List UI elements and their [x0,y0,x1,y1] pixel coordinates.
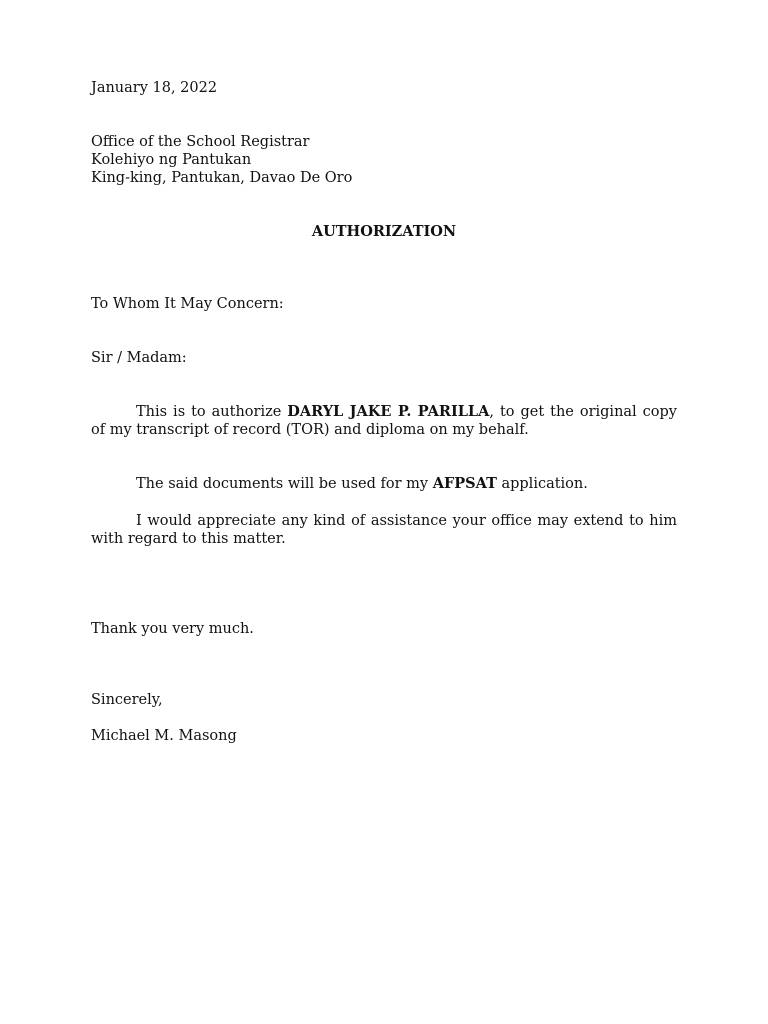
thanks-line: Thank you very much. [91,621,254,637]
recipient-address [91,133,677,187]
paragraph2-before: The said documents will be used for my [136,476,433,492]
paragraph1-before: This is to authorize [136,404,288,420]
greeting: Sir / Madam: [91,350,187,366]
authorized-person-name: DARYL JAKE P. PARILLA [287,403,490,420]
letter-title-text: AUTHORIZATION [311,223,457,240]
closing: Sincerely, [91,692,163,708]
paragraph2-after: application. [496,476,588,492]
signatory-name: Michael M. Masong [91,728,237,744]
paragraph-appreciation: I would appreciate any kind of assistance your office may extend to him with regard to this matter. [91,513,677,547]
recipient-location: King-king, Pantukan, Davao De Oro [91,170,353,186]
exam-name: AFPSAT [432,475,497,492]
recipient-office: Office of the School Registrar [91,134,310,150]
letter-date: January 18, 2022 [91,80,218,96]
paragraph-authorization [91,403,677,439]
letter-title [91,223,677,241]
salutation: To Whom It May Concern: [91,296,284,312]
paragraph1-after: , to get the original copy of my transcript of record (TOR) and diploma on my behalf. [91,404,677,438]
paragraph-purpose [91,475,677,493]
recipient-school: Kolehiyo ng Pantukan [91,152,252,168]
